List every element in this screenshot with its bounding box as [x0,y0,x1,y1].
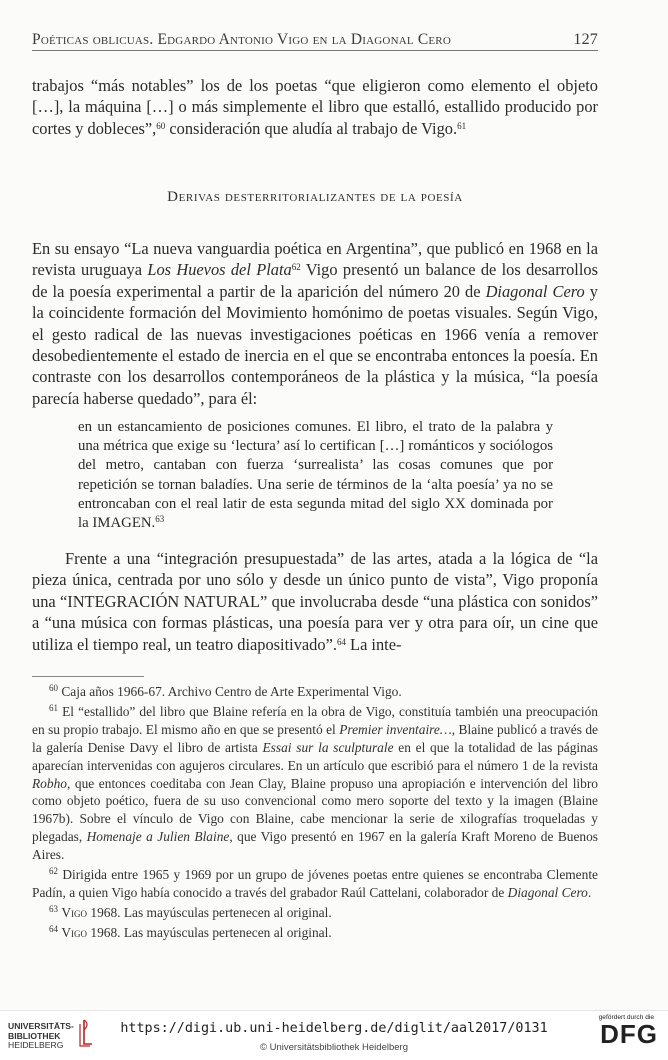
footnote-number: 60 [49,683,58,693]
funder-note: gefördert durch die [598,1014,654,1021]
footnote-rule [32,676,144,677]
library-name-line-3: HEIDELBERG [8,1040,64,1051]
footnote-number: 63 [49,903,58,914]
dfg-logo[interactable] [588,1014,658,1048]
footnote-number: 62 [49,866,58,877]
copyright-notice: © Universitätsbibliothek Heidelberg [260,1042,408,1053]
page-number: 127 [573,31,598,48]
paragraph-2-text-a: En su ensayo “La nueva vanguardia poética en Argentina”, que publicó en 1968 en la revista uruguaya [32,239,598,280]
footnote-text: , que Vigo presentó en 1967 en la galería Kraft Moreno de Buenos Aires. [32,829,598,863]
footnote-author: Vigo [61,924,88,940]
journal-title: Los Huevos del Plata [147,260,292,280]
block-quote [78,418,553,533]
running-title: Poéticas oblicuas. Edgardo Antonio Vigo en la Diagonal Cero [32,31,451,48]
work-title: Robho [32,775,67,791]
paragraph-3 [32,548,598,655]
footnote-60 [32,683,598,701]
footnote-text: en el que la totalidad de las páginas aparecían intervenidas con agujeros circulares. En un artículo que escribió para el número 1 de la revista [32,739,598,773]
footnote-63 [32,904,598,922]
footnote-ref-61[interactable]: 61 [457,120,467,131]
paragraph-2-text-b: Vigo presentó un balance de los desarrollos de la poesía experimental a partir de la aparición del número 20 de [32,260,598,301]
footnote-text: , que entonces coeditaba con Jean Clay, Blaine propuso una apropiación e intervención del libro como objeto poético, fuera de su uso convencional como mero soporte del texto y la imagen (Blaine 1967b). Sobre el vínculo de Vigo con Blaine, cabe mencionar la serie de xilografías troqueladas y plegadas, [32,775,598,845]
work-title: Homenaje a Julien Blaine [86,829,230,845]
section-title: Derivas desterritorializantes de la poesía [167,189,463,205]
footnote-text: Dirigida entre 1965 y 1969 por un grupo de jóvenes poetas entre quienes se encontraba Clemente Padín, a quien Vigo había conocido a través del grabador Raúl Cattelani, colaborador de [32,867,598,900]
footnote-text: 1968. Las mayúsculas pertenecen al original. [87,924,332,940]
work-title: Essai sur la sculpturale [262,739,394,755]
work-title: Premier inventaire… [339,721,452,737]
paragraph-3-text-2: La inte- [345,634,402,654]
paragraph-3-text: Frente a una “integración presupuestada” de las artes, atada a la lógica de “la pieza única, centrada por uno sólo y desde un único punto de vista”, Vigo proponía una “INTEGRACIÓN NATURAL” que involucraba desde “una plástica con sonidos” a “una música con formas plásticas, una poesía para ver y otra para oír, un cine que utiliza el tiempo real, un teatro diapositivado”. [32,549,598,654]
diagonal-cero-title: Diagonal Cero [485,281,585,301]
footnotes [32,683,598,944]
footnote-ref-63[interactable]: 63 [155,514,165,525]
footnote-number: 64 [49,923,58,934]
work-title: Diagonal Cero [507,884,588,900]
library-name-line-2: BIBLIOTHEK [8,1030,61,1041]
permalink-url[interactable]: https://digi.ub.uni-heidelberg.de/diglit/aal2017/0131 [120,1021,548,1036]
paragraph-1-text: trabajos “más notables” los de los poetas “que eligieron como elemento el objeto […], la máquina […] o más simplemente el libro que estalló, estallido producido por cortes y dobleces”, [32,76,598,138]
paragraph-1-text-2: consideración que aludía al trabajo de Vigo. [165,118,458,138]
footnote-61 [32,703,598,864]
dfg-wordmark: DFG [600,1019,658,1049]
paragraph-2 [32,238,598,409]
footnote-text: 1968. Las mayúsculas pertenecen al original. [87,904,332,920]
library-name-line-1: UNIVERSITÄTS- [8,1021,74,1031]
running-head [32,31,598,49]
footnote-text: Caja años 1966-67. Archivo Centro de Arte Experimental Vigo. [61,684,402,699]
paragraph-2-text-c: y la coincidente formación del Movimiento homónimo de poetas visuales. Según Vigo, el gesto radical de las nuevas investigaciones poéticas en 1966 venía a remover desobedientemente el estado de inercia en el que se encontraba entonces la poesía. En contraste con los desarrollos contemporáneos de la plástica y la música, “la poesía parecía haberse quedado”, para él: [32,281,598,408]
footnote-ref-62[interactable]: 62 [291,262,301,273]
footnote-text: , Blaine publicó a través de la galería Denise Davy el libro de artista [32,721,598,755]
footnote-64 [32,924,598,942]
footnote-62 [32,866,598,902]
footnote-text: . [587,884,592,900]
block-quote-text: en un estancamiento de posiciones comunes. El libro, el trato de la palabra y una métrica que exige su ‘lectura’ así lo certifican […] románticos y sociólogos del metro, cantaban con fuerza ‘surrealista’ las cosas comunes que por repetición se tornan baladíes. Una serie de términos de la ‘alta poesía’ ya no se entroncaban con el real latir de esta segunda mitad del siglo XX dominada por la IMAGEN. [78,419,553,532]
footnote-ref-60[interactable]: 60 [156,120,166,131]
footnote-number: 61 [49,702,58,713]
paragraph-1 [32,75,598,139]
header-rule [32,50,598,51]
footnote-ref-64[interactable]: 64 [336,636,346,647]
footnote-author: Vigo [61,904,88,920]
footnote-text: El “estallido” del libro que Blaine refería en la obra de Vigo, constituía también una preocupación en su propio trabajo. El mismo año en que se presentó el [32,703,598,737]
